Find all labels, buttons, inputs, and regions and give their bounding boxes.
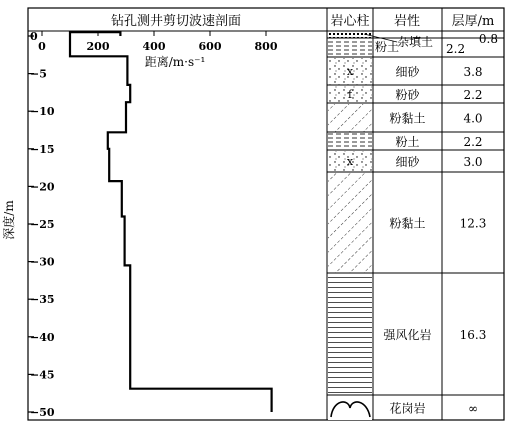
thickness-value: 0.8 xyxy=(478,32,498,46)
lithology-label: 花岗岩 xyxy=(389,401,426,416)
lithology-label: 强风化岩 xyxy=(383,328,432,342)
thickness-value: 4.0 xyxy=(463,111,483,126)
y-tick-label: −10 xyxy=(30,105,55,119)
axis-ticks xyxy=(28,30,278,419)
x-tick-label: 200 xyxy=(86,40,110,53)
core-layer-fill xyxy=(328,274,372,395)
velocity-profile xyxy=(70,32,272,412)
lithology-label: 细砂 xyxy=(395,65,420,79)
thickness-value: 16.3 xyxy=(459,328,487,342)
thickness-value: 2.2 xyxy=(463,88,483,102)
core-layer-fill xyxy=(328,173,372,273)
y-tick-label: −15 xyxy=(30,142,55,156)
lithology-label: 细砂 xyxy=(395,155,420,169)
x-tick-label: 0 xyxy=(38,40,46,53)
thickness-value: 2.2 xyxy=(463,135,483,149)
lithology-label: 粉黏土 xyxy=(389,216,426,231)
core-column-header: 岩心柱 xyxy=(330,14,370,29)
velocity-line xyxy=(70,32,272,412)
y-tick-label: −30 xyxy=(30,255,55,269)
figure-frame xyxy=(28,8,504,420)
core-layer-fill xyxy=(328,39,372,57)
thickness-value: ∞ xyxy=(468,401,478,416)
y-tick-label: −25 xyxy=(30,218,55,231)
thickness-column-header: 层厚/m xyxy=(451,14,495,29)
thickness-value: 12.3 xyxy=(459,216,487,231)
core-symbol: x xyxy=(346,65,354,78)
x-tick-label: 600 xyxy=(198,40,222,53)
y-tick-label: −50 xyxy=(30,406,55,419)
thickness-value: 3.0 xyxy=(463,155,483,169)
lithology-label: 粉砂 xyxy=(395,88,420,102)
y-tick-label: −5 xyxy=(30,67,47,81)
chart-title: 钻孔测井剪切波速剖面 xyxy=(110,14,242,29)
x-tick-label: 800 xyxy=(254,40,278,53)
lithology-label: 杂填土 xyxy=(397,35,434,49)
core-symbol: x xyxy=(346,155,354,168)
y-tick-label: −35 xyxy=(30,293,55,307)
lithology-column-header: 岩性 xyxy=(393,14,421,29)
lithology-label: 粉土 xyxy=(395,135,420,149)
y-tick-label: 0 xyxy=(30,30,38,43)
core-layer-fill xyxy=(328,133,372,150)
y-axis-title: 深度/m xyxy=(2,200,16,240)
x-tick-label: 400 xyxy=(142,40,166,53)
y-tick-label: −45 xyxy=(30,368,55,382)
lithology-label: 粉黏土 xyxy=(389,111,426,126)
core-layer-fill xyxy=(328,32,372,38)
x-axis-title: 距离/m·s⁻¹ xyxy=(144,55,206,69)
thickness-value: 3.8 xyxy=(463,65,483,79)
y-tick-label: −40 xyxy=(30,330,55,344)
thickness-value: 2.2 xyxy=(446,42,466,56)
core-column xyxy=(328,32,372,420)
core-symbol: f xyxy=(347,88,353,101)
core-layer-fill xyxy=(328,104,372,132)
lithology-label: 粉土 xyxy=(375,40,400,54)
y-tick-label: −20 xyxy=(30,180,55,194)
